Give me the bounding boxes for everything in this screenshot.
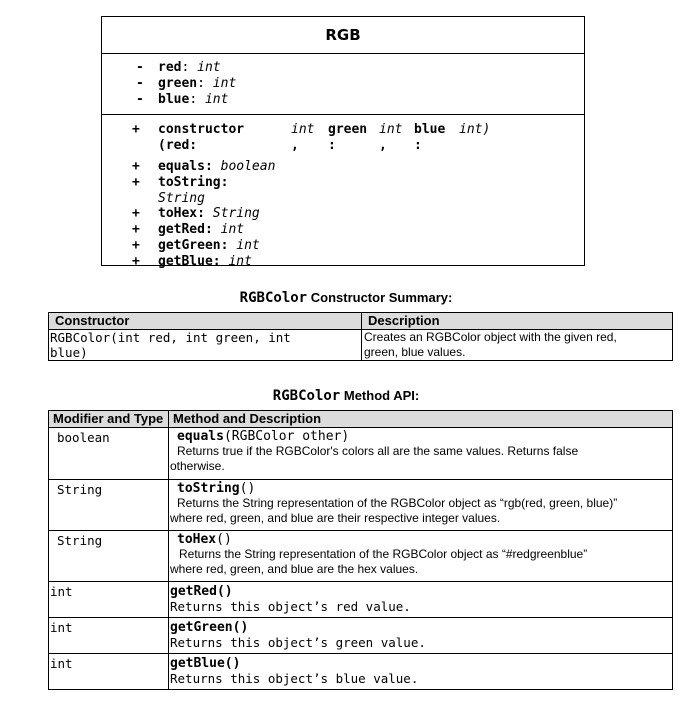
punctuation: : bbox=[414, 138, 422, 153]
constructor-param-red: (red: bbox=[158, 138, 198, 153]
field-blue: blue: int bbox=[158, 92, 229, 107]
method-api-heading: RGBColor Method API: bbox=[272, 388, 420, 404]
table-row bbox=[49, 480, 673, 531]
method-cell: getGreen() Returns this object’s green value. bbox=[169, 618, 673, 654]
field-visibility: - bbox=[136, 92, 144, 107]
modifier-type: int bbox=[49, 618, 169, 654]
method-cell: toHex() Returns the String representation of the RGBColor object as “#redgreenblue” where red, green, and blue are the hex values. bbox=[169, 531, 673, 582]
table-row bbox=[49, 654, 673, 690]
constructor-param-type: int bbox=[379, 122, 403, 137]
constructor-param-type: int) bbox=[459, 122, 491, 137]
method-cell: getRed() Returns this object’s red value. bbox=[169, 582, 673, 618]
constructor-name: constructor bbox=[158, 122, 245, 137]
uml-class-diagram bbox=[101, 16, 585, 269]
table-row bbox=[49, 582, 673, 618]
constructor-param-blue: blue bbox=[414, 122, 446, 137]
method-visibility: + bbox=[132, 222, 140, 237]
field-visibility: - bbox=[136, 60, 144, 75]
constructor-param-green: green bbox=[328, 122, 368, 137]
field-visibility: - bbox=[136, 76, 144, 91]
method-cell: toString() Returns the String representation of the RGBColor object as “rgb(red, green, blue)” where red, green, and blue are their respective integer values. bbox=[169, 480, 673, 531]
table-row bbox=[49, 618, 673, 654]
punctuation: , bbox=[291, 138, 299, 153]
method-visibility: + bbox=[132, 159, 140, 174]
table-row bbox=[49, 531, 673, 582]
method-tostring-type: String bbox=[158, 191, 205, 206]
method-getblue: getBlue: int bbox=[158, 254, 252, 269]
method-cell: getBlue() Returns this object’s blue value. bbox=[169, 654, 673, 690]
method-tostring: toString: bbox=[158, 175, 229, 190]
constructor-description: Creates an RGBColor object with the given red, green, blue values. bbox=[362, 330, 673, 361]
punctuation: : bbox=[328, 138, 336, 153]
modifier-type: int bbox=[49, 654, 169, 690]
col-header-method: Method and Description bbox=[169, 411, 673, 428]
table-row bbox=[49, 330, 673, 361]
method-getred: getRed: int bbox=[158, 222, 245, 237]
method-visibility: + bbox=[132, 122, 140, 137]
method-visibility: + bbox=[132, 238, 140, 253]
col-header-modifier: Modifier and Type bbox=[49, 411, 169, 428]
method-getgreen: getGreen: int bbox=[158, 238, 260, 253]
method-tohex: toHex: String bbox=[158, 206, 260, 221]
col-header-description: Description bbox=[362, 313, 673, 330]
uml-divider bbox=[102, 114, 584, 115]
method-visibility: + bbox=[132, 175, 140, 190]
method-cell: equals(RGBColor other) Returns true if the RGBColor's colors all are the same values. Returns false otherwise. bbox=[169, 428, 673, 480]
constructor-summary-table bbox=[48, 312, 673, 361]
col-header-constructor: Constructor bbox=[49, 313, 362, 330]
modifier-type: int bbox=[49, 582, 169, 618]
uml-class-name: RGB bbox=[325, 26, 361, 44]
method-api-table bbox=[48, 410, 673, 690]
constructor-param-type: int bbox=[291, 122, 315, 137]
punctuation: , bbox=[379, 138, 387, 153]
table-row bbox=[49, 428, 673, 480]
method-visibility: + bbox=[132, 254, 140, 269]
method-visibility: + bbox=[132, 206, 140, 221]
method-equals: equals: boolean bbox=[158, 159, 276, 174]
field-red: red: int bbox=[158, 60, 221, 75]
constructor-signature: RGBColor(int red, int green, int blue) bbox=[49, 330, 362, 361]
uml-divider bbox=[102, 53, 584, 54]
modifier-type: String bbox=[49, 480, 169, 531]
modifier-type: boolean bbox=[49, 428, 169, 480]
constructor-summary-heading: RGBColor Constructor Summary: bbox=[239, 290, 453, 306]
field-green: green: int bbox=[158, 76, 237, 91]
modifier-type: String bbox=[49, 531, 169, 582]
